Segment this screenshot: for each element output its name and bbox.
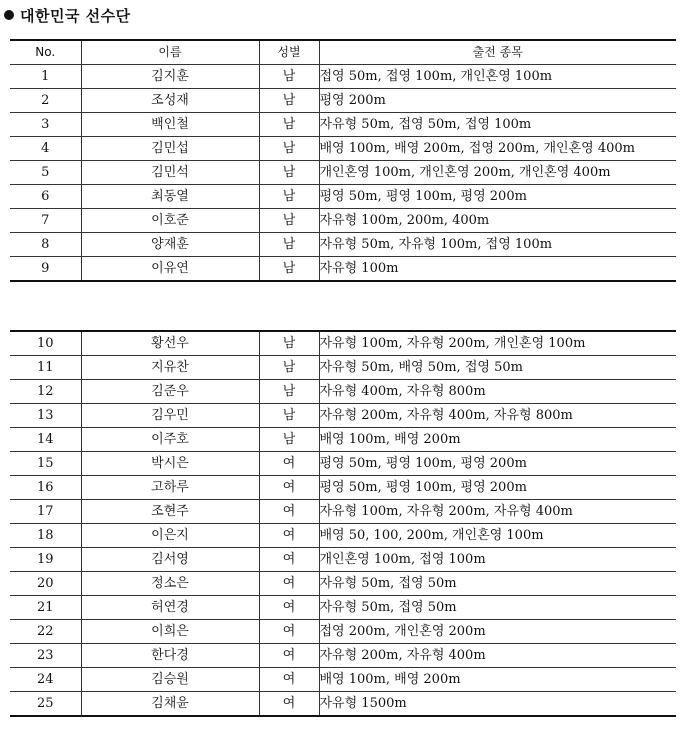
cell-sex: 남 <box>259 380 319 404</box>
cell-events: 배영 100m, 배영 200m <box>319 428 676 452</box>
cell-no: 16 <box>10 476 81 500</box>
table-row <box>10 113 676 137</box>
cell-name: 김우민 <box>81 404 259 428</box>
cell-events: 평영 50m, 평영 100m, 평영 200m <box>319 452 676 476</box>
cell-sex: 여 <box>259 476 319 500</box>
cell-no: 18 <box>10 524 81 548</box>
cell-no: 6 <box>10 185 81 209</box>
cell-name: 고하루 <box>81 476 259 500</box>
table-row <box>10 161 676 185</box>
cell-no: 4 <box>10 137 81 161</box>
cell-name: 정소은 <box>81 572 259 596</box>
cell-no: 25 <box>10 692 81 717</box>
cell-events: 평영 50m, 평영 100m, 평영 200m <box>319 185 676 209</box>
cell-events: 자유형 100m <box>319 257 676 282</box>
cell-sex: 여 <box>259 644 319 668</box>
cell-name: 조현주 <box>81 500 259 524</box>
cell-name: 이은지 <box>81 524 259 548</box>
cell-name: 양재훈 <box>81 233 259 257</box>
cell-name: 김준우 <box>81 380 259 404</box>
cell-events: 자유형 200m, 자유형 400m <box>319 644 676 668</box>
cell-events: 배영 100m, 배영 200m <box>319 668 676 692</box>
cell-events: 자유형 50m, 접영 50m <box>319 596 676 620</box>
cell-name: 박시은 <box>81 452 259 476</box>
cell-sex: 남 <box>259 113 319 137</box>
cell-sex: 여 <box>259 548 319 572</box>
cell-sex: 여 <box>259 668 319 692</box>
cell-no: 24 <box>10 668 81 692</box>
cell-events: 평영 50m, 평영 100m, 평영 200m <box>319 476 676 500</box>
cell-no: 23 <box>10 644 81 668</box>
cell-sex: 남 <box>259 137 319 161</box>
table-1-body <box>10 65 676 282</box>
cell-name: 김승원 <box>81 668 259 692</box>
cell-name: 이희은 <box>81 620 259 644</box>
cell-name: 이호준 <box>81 209 259 233</box>
table-row <box>10 572 676 596</box>
cell-events: 평영 200m <box>319 89 676 113</box>
cell-no: 17 <box>10 500 81 524</box>
cell-events: 배영 100m, 배영 200m, 접영 200m, 개인혼영 400m <box>319 137 676 161</box>
cell-no: 5 <box>10 161 81 185</box>
cell-name: 허연경 <box>81 596 259 620</box>
cell-no: 20 <box>10 572 81 596</box>
header-name: 이름 <box>81 40 259 65</box>
table-row <box>10 209 676 233</box>
cell-events: 자유형 50m, 자유형 100m, 접영 100m <box>319 233 676 257</box>
cell-events: 자유형 50m, 접영 50m, 접영 100m <box>319 113 676 137</box>
cell-name: 백인철 <box>81 113 259 137</box>
cell-no: 19 <box>10 548 81 572</box>
cell-no: 9 <box>10 257 81 282</box>
cell-no: 2 <box>10 89 81 113</box>
cell-name: 김서영 <box>81 548 259 572</box>
cell-events: 개인혼영 100m, 접영 100m <box>319 548 676 572</box>
table-row <box>10 548 676 572</box>
table-row <box>10 257 676 282</box>
cell-events: 접영 200m, 개인혼영 200m <box>319 620 676 644</box>
cell-events: 자유형 100m, 자유형 200m, 자유형 400m <box>319 500 676 524</box>
table-header-row <box>10 40 676 65</box>
cell-sex: 여 <box>259 452 319 476</box>
header-events: 출전 종목 <box>319 40 676 65</box>
cell-sex: 남 <box>259 89 319 113</box>
table-row <box>10 524 676 548</box>
bullet-icon <box>4 10 14 20</box>
table-row <box>10 137 676 161</box>
header-sex: 성별 <box>259 40 319 65</box>
cell-no: 21 <box>10 596 81 620</box>
cell-name: 최동열 <box>81 185 259 209</box>
cell-events: 자유형 1500m <box>319 692 676 717</box>
table-row <box>10 620 676 644</box>
cell-name: 김지훈 <box>81 65 259 89</box>
table-row <box>10 89 676 113</box>
cell-no: 11 <box>10 356 81 380</box>
cell-sex: 여 <box>259 692 319 717</box>
table-row <box>10 644 676 668</box>
cell-sex: 여 <box>259 620 319 644</box>
table-row <box>10 356 676 380</box>
cell-sex: 남 <box>259 65 319 89</box>
table-row <box>10 185 676 209</box>
cell-sex: 남 <box>259 404 319 428</box>
table-row <box>10 331 676 356</box>
table-row <box>10 233 676 257</box>
cell-name: 조성재 <box>81 89 259 113</box>
cell-no: 12 <box>10 380 81 404</box>
cell-name: 김민석 <box>81 161 259 185</box>
cell-name: 이유연 <box>81 257 259 282</box>
cell-events: 자유형 50m, 접영 50m <box>319 572 676 596</box>
table-row <box>10 428 676 452</box>
cell-no: 14 <box>10 428 81 452</box>
cell-name: 지유찬 <box>81 356 259 380</box>
table-row <box>10 380 676 404</box>
cell-name: 황선우 <box>81 331 259 356</box>
cell-no: 22 <box>10 620 81 644</box>
header-no: No. <box>10 40 81 65</box>
cell-sex: 남 <box>259 209 319 233</box>
cell-no: 13 <box>10 404 81 428</box>
cell-events: 개인혼영 100m, 개인혼영 200m, 개인혼영 400m <box>319 161 676 185</box>
cell-events: 자유형 200m, 자유형 400m, 자유형 800m <box>319 404 676 428</box>
table-row <box>10 500 676 524</box>
table-row <box>10 65 676 89</box>
cell-sex: 남 <box>259 356 319 380</box>
cell-name: 이주호 <box>81 428 259 452</box>
cell-no: 1 <box>10 65 81 89</box>
page-title <box>0 0 131 30</box>
cell-name: 김민섭 <box>81 137 259 161</box>
cell-events: 자유형 400m, 자유형 800m <box>319 380 676 404</box>
table-row <box>10 668 676 692</box>
cell-name: 한다경 <box>81 644 259 668</box>
cell-sex: 남 <box>259 257 319 282</box>
table-row <box>10 692 676 717</box>
cell-sex: 남 <box>259 161 319 185</box>
table-row <box>10 476 676 500</box>
cell-events: 접영 50m, 접영 100m, 개인혼영 100m <box>319 65 676 89</box>
cell-sex: 여 <box>259 500 319 524</box>
cell-events: 자유형 100m, 200m, 400m <box>319 209 676 233</box>
cell-name: 김채윤 <box>81 692 259 717</box>
cell-no: 10 <box>10 331 81 356</box>
cell-no: 8 <box>10 233 81 257</box>
page-title-text: 대한민국 선수단 <box>20 6 131 25</box>
cell-events: 자유형 100m, 자유형 200m, 개인혼영 100m <box>319 331 676 356</box>
table-row <box>10 596 676 620</box>
table-row <box>10 452 676 476</box>
cell-no: 15 <box>10 452 81 476</box>
cell-sex: 남 <box>259 233 319 257</box>
cell-no: 3 <box>10 113 81 137</box>
cell-sex: 남 <box>259 331 319 356</box>
cell-sex: 남 <box>259 185 319 209</box>
cell-sex: 여 <box>259 572 319 596</box>
cell-events: 자유형 50m, 배영 50m, 접영 50m <box>319 356 676 380</box>
cell-events: 배영 50, 100, 200m, 개인혼영 100m <box>319 524 676 548</box>
table-2-body <box>10 331 676 716</box>
cell-sex: 여 <box>259 524 319 548</box>
roster-table-2 <box>10 330 676 717</box>
roster-table-1 <box>10 39 676 282</box>
table-row <box>10 404 676 428</box>
cell-sex: 여 <box>259 596 319 620</box>
cell-sex: 남 <box>259 428 319 452</box>
cell-no: 7 <box>10 209 81 233</box>
